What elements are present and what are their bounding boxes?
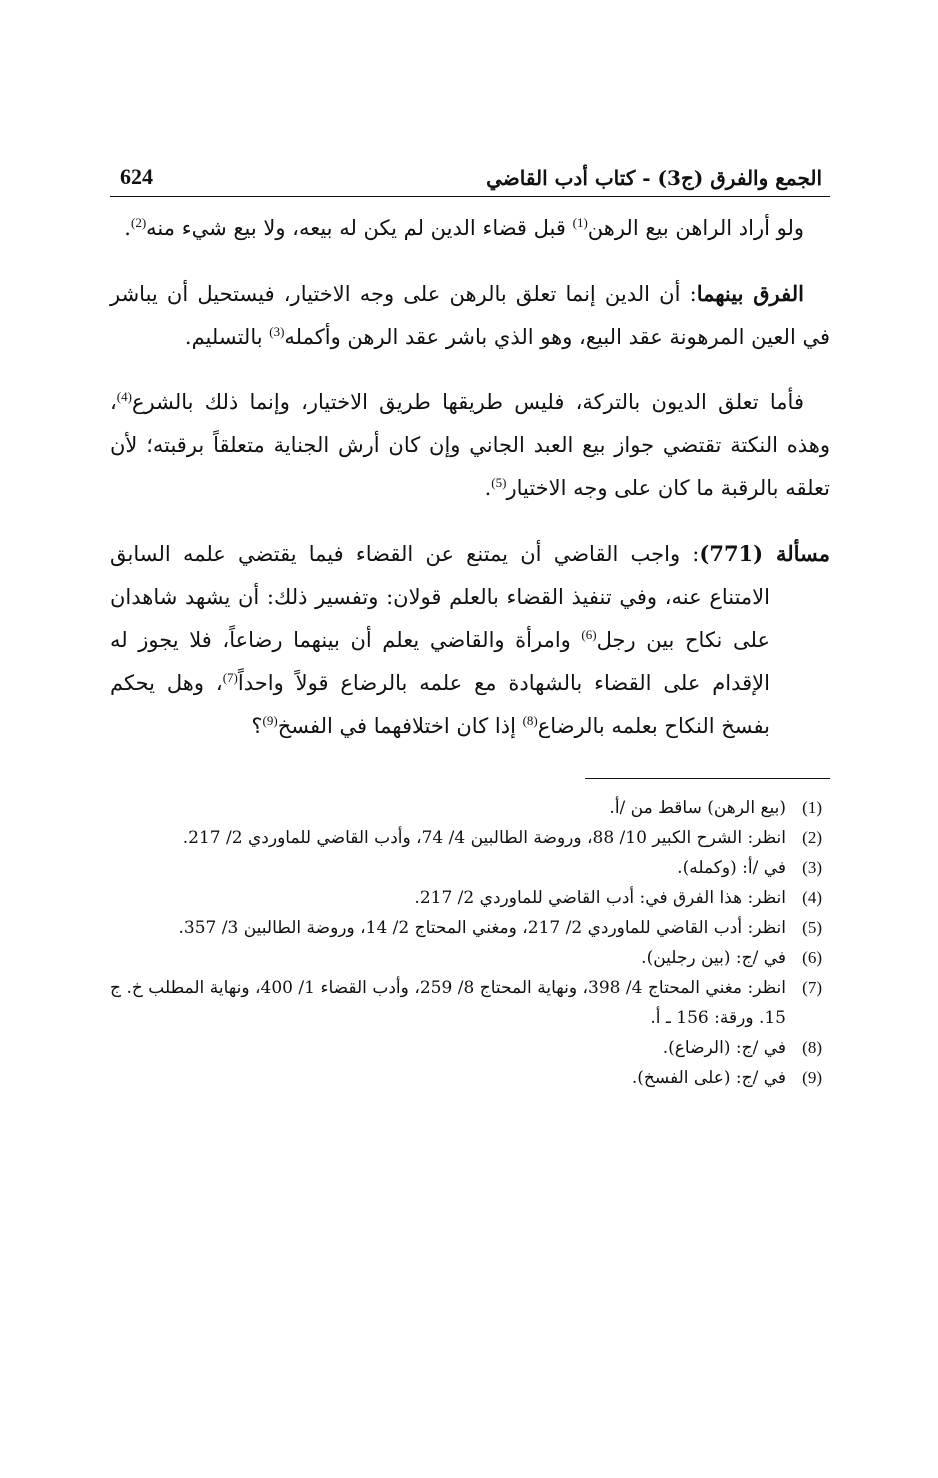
header-rule (110, 196, 830, 197)
footnote-ref: (1) (572, 215, 588, 230)
footnote-text: في /أ: (وكمله). (677, 858, 786, 878)
footnote-ref: (6) (581, 627, 597, 642)
footnote-number: (5) (802, 918, 822, 937)
footnote (110, 883, 830, 913)
page-number: 624 (120, 164, 153, 189)
footnote-text: انظر: الشرح الكبير 10/ 88، وروضة الطالبين 4/ 74، وأدب القاضي للماوردي 2/ 217. (182, 828, 786, 848)
footnote-number: (4) (802, 888, 822, 907)
footnote-number: (7) (802, 978, 822, 997)
footnote (110, 913, 830, 943)
footnote (110, 1063, 830, 1093)
footnote-text: في /ج: (على الفسخ). (631, 1068, 786, 1088)
masala-heading: مسألة (771) (699, 541, 830, 566)
footnote (110, 943, 830, 973)
paragraph-text: ، وهل يحكم بفسخ النكاح بعلمه بالرضاع (110, 671, 770, 738)
footnote-ref: (2) (130, 215, 147, 230)
section-lead: الفرق بينهما (696, 281, 804, 306)
book-page (110, 150, 830, 1093)
footnote-text: في /ج: (الرضاع). (662, 1038, 786, 1058)
paragraph-text: . (484, 476, 492, 500)
main-text (110, 207, 830, 748)
footnote-ref: (9) (262, 713, 278, 728)
footnote-ref: (5) (491, 475, 507, 490)
paragraph-text: ، وهذه النكتة تقتضي جواز بيع العبد الجاني وإن كان أرش الجناية متعلقاً برقبته؛ لأن تعلقه بالرقبة ما كان على وجه الاختيار (110, 390, 830, 500)
footnote-ref: (7) (222, 670, 238, 685)
footnote-text: في /ج: (بين رجلين). (641, 948, 786, 968)
footnote-separator (585, 778, 830, 779)
footnote-number: (8) (802, 1038, 822, 1057)
footnote (110, 823, 830, 853)
footnote-ref: (4) (116, 389, 132, 404)
footnote-number: (1) (802, 798, 822, 817)
paragraph-2 (110, 272, 830, 359)
paragraph-text: قبل قضاء الدين لم يكن له بيعه، ولا بيع شيء منه (146, 216, 573, 240)
footnotes (110, 793, 830, 1093)
paragraph-text: وامرأة والقاضي يعلم أن بينهما رضاعاً، فلا يجوز له الإقدام على القضاء بالشهادة مع علمه بالرضاع قولاً واحداً (110, 628, 770, 695)
footnote-ref: (8) (522, 713, 538, 728)
paragraph-3 (110, 381, 830, 510)
paragraph-text: ولو أراد الراهن بيع الرهن (587, 216, 804, 240)
footnote (110, 793, 830, 823)
footnote-number: (2) (802, 828, 822, 847)
paragraph-1 (110, 207, 830, 250)
footnote-number: (6) (802, 948, 822, 967)
footnote (110, 1033, 830, 1063)
paragraph-text: . (124, 216, 131, 240)
paragraph-text: إذا كان اختلافهما في الفسخ (277, 714, 523, 738)
paragraph-text: ؟ (251, 714, 263, 738)
footnote-text: انظر: أدب القاضي للماوردي 2/ 217، ومغني المحتاج 2/ 14، وروضة الطالبين 3/ 357. (178, 918, 786, 938)
footnote (110, 853, 830, 883)
paragraph-text: بالتسليم. (184, 325, 270, 349)
footnote-ref: (3) (269, 324, 285, 339)
paragraph-text: فأما تعلق الديون بالتركة، فليس طريقها طريق الاختيار، وإنما ذلك بالشرع (131, 390, 804, 414)
footnote-number: (3) (802, 858, 822, 877)
paragraph-text: : واجب القاضي أن يمتنع عن القضاء فيما يقتضي علمه السابق الامتناع عنه، وفي تنفيذ القضاء بالعلم قولان: وتفسير ذلك: أن يشهد شاهدان على نكاح بين رجل (110, 542, 770, 652)
footnote-text: انظر: مغني المحتاج 4/ 398، ونهاية المحتاج 8/ 259، وأدب القضاء 1/ 400، ونهاية المطلب خ. ج 15. ورقة: 156 ـ أ. (110, 978, 786, 1028)
page-header (110, 150, 830, 196)
footnote (110, 973, 830, 1033)
footnote-text: انظر: هذا الفرق في: أدب القاضي للماوردي 2/ 217. (414, 888, 786, 908)
footnote-text: (بيع الرهن) ساقط من /أ. (609, 798, 786, 818)
footnote-number: (9) (802, 1068, 822, 1087)
running-title: الجمع والفرق (ج3) - كتاب أدب القاضي (486, 166, 822, 190)
masala-771 (110, 532, 830, 748)
paragraph-text: : أن الدين إنما تعلق بالرهن على وجه الاختيار، فيستحيل أن يباشر في العين المرهونة عقد البيع، وهو الذي باشر عقد الرهن وأكمله (110, 282, 830, 349)
